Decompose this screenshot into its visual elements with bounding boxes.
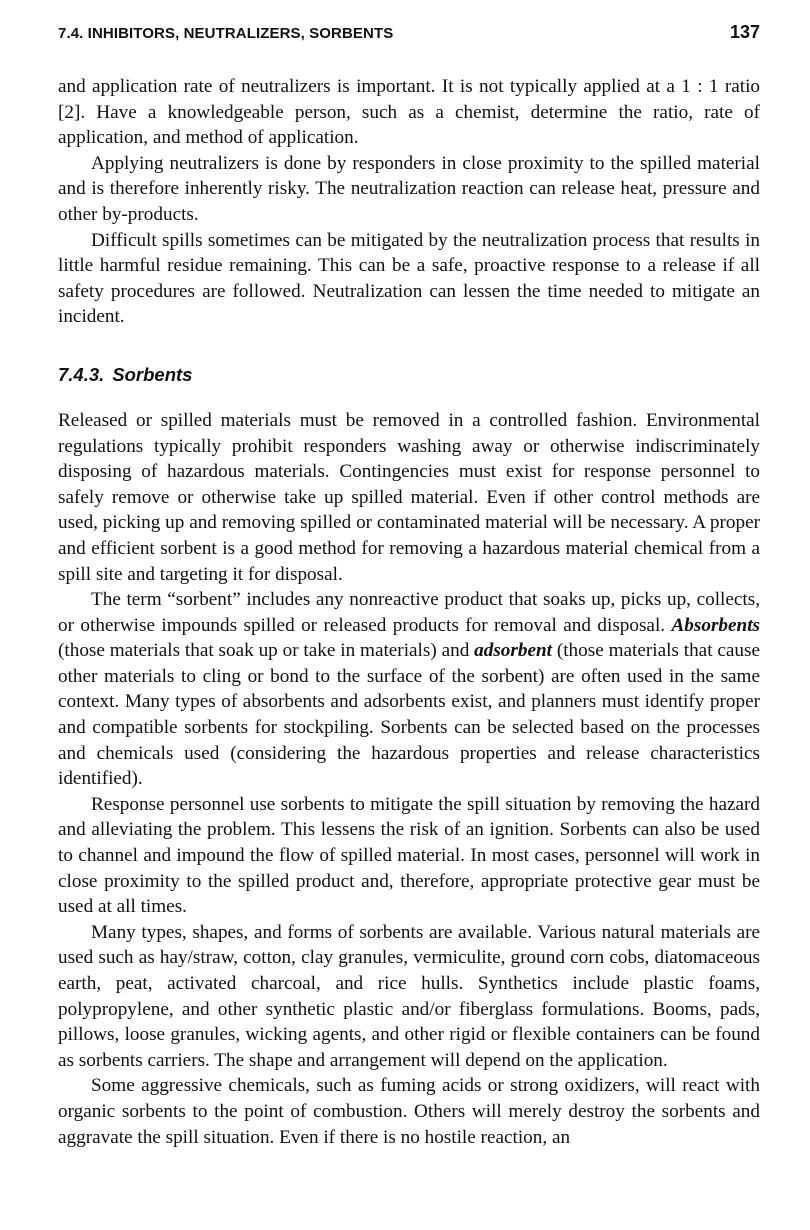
running-title: 7.4. INHIBITORS, NEUTRALIZERS, SORBENTS bbox=[58, 25, 394, 42]
section-number: 7.4.3. bbox=[58, 363, 105, 385]
section-heading bbox=[58, 362, 760, 388]
intro-paragraph-1: and application rate of neutralizers is important. It is not typically applied at a 1 : 1 ratio [2]. Have a knowledgeable person, such as a chemist, determine the ratio, rate of application, and method of application. bbox=[58, 76, 760, 149]
closing-paragraph-3: Some aggressive chemicals, such as fuming acids or strong oxidizers, will react with organic sorbents to the point of combustion. Others will merely destroy the sorbents and aggravate the spill situation. Even if there is no hostile reaction, an bbox=[58, 1075, 760, 1148]
running-head bbox=[58, 22, 760, 52]
body-text bbox=[58, 74, 760, 1150]
sorbent-text-part-3: (those materials that cause other materials to cling or bond to the surface of the sorbent) are often used in the same context. Many types of absorbents and adsorbents exist, and planners must identify proper and compatible sorbents for stockpiling. Sorbents can be selected based on the processes and chemicals used (considering the hazardous properties and release characteristics identified). bbox=[58, 640, 760, 790]
intro-paragraph-3: Difficult spills sometimes can be mitigated by the neutralization process that results in little harmful residue remaining. This can be a safe, proactive response to a release if all safety procedures are followed. Neutralization can lessen the time needed to mitigate an incident. bbox=[58, 229, 760, 328]
book-page bbox=[58, 22, 760, 1150]
closing-paragraph-2: Many types, shapes, and forms of sorbents are available. Various natural materials are used such as hay/straw, cotton, clay granules, vermiculite, ground corn cobs, diatomaceous earth, peat, activated charcoal, and rice hulls. Synthetics include plastic foams, polypropylene, and other synthetic plastic and/or fiberglass formulations. Booms, pads, pillows, loose granules, wicking agents, and other rigid or flexible containers can be found as sorbents carriers. The shape and arrangement will depend on the application. bbox=[58, 921, 760, 1071]
page-number: 137 bbox=[729, 22, 760, 42]
sorbent-definition-paragraph bbox=[58, 587, 760, 792]
closing-paragraph-1: Response personnel use sorbents to mitigate the spill situation by removing the hazard and alleviating the problem. This lessens the risk of an ignition. Sorbents can also be used to channel and impound the flow of spilled material. In most cases, personnel will work in close proximity to the spilled product and, therefore, appropriate protective gear must be used at all times. bbox=[58, 793, 760, 918]
section-title: Sorbents bbox=[112, 363, 193, 385]
intro-paragraph-2: Applying neutralizers is done by responders in close proximity to the spilled material and is therefore inherently risky. The neutralization reaction can release heat, pressure and other by-products. bbox=[58, 152, 760, 225]
term-adsorbent: adsorbent bbox=[474, 640, 552, 662]
sorbent-text-part-2: (those materials that soak up or take in materials) and bbox=[58, 640, 475, 662]
section-paragraph-1: Released or spilled materials must be removed in a controlled fashion. Environmental regulations typically prohibit responders washing away or otherwise indiscriminately disposing of hazardous materials. Contingencies must exist for response personnel to safely remove or otherwise take up spilled material. Even if other control methods are used, picking up and removing spilled or contaminated material will be necessary. A proper and efficient sorbent is a good method for removing a hazardous material chemical from a spill site and targeting it for disposal. bbox=[58, 409, 760, 585]
term-absorbents: Absorbents bbox=[671, 614, 760, 636]
sorbent-text-part-1: The term “sorbent” includes any nonreactive product that soaks up, picks up, collects, or otherwise impounds spilled or released products for removal and disposal. bbox=[58, 589, 760, 636]
